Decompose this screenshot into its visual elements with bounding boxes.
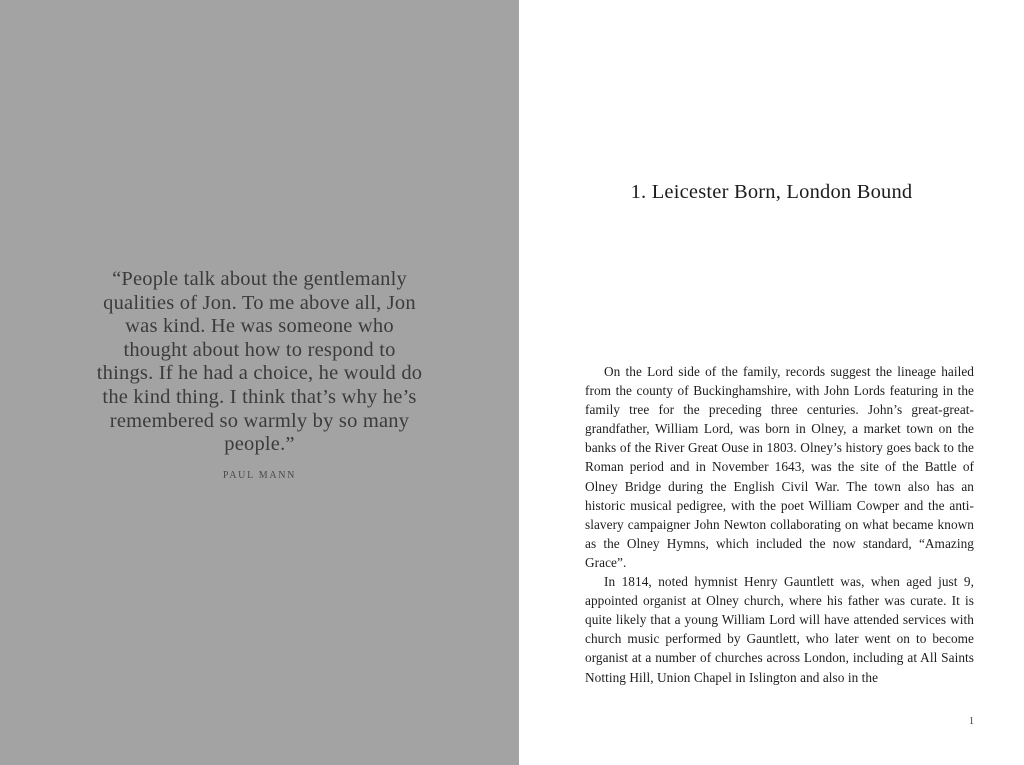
right-page-body <box>519 0 1024 765</box>
body-text-column <box>585 362 974 687</box>
body-paragraph: In 1814, noted hymnist Henry Gauntlett was, when aged just 9, appointed organist at Olney church, where his father was curate. It is quite likely that a young William Lord will have attended services with church music performed by Gauntlett, who later went on to become organist at a number of churches across London, including at All Saints Notting Hill, Union Chapel in Islington and also in the <box>585 574 974 685</box>
epigraph-attribution: PAUL MANN <box>222 469 297 481</box>
body-paragraph: On the Lord side of the family, records suggest the lineage hailed from the county of Buckinghamshire, with John Lords featuring in the family tree for the preceding three centuries. John’s great-great-grandfather, William Lord, was born in Olney, a market town on the banks of the River Great Ouse in 1803. Olney’s history goes back to the Roman period and in November 1643, was the site of the Battle of Olney Bridge during the English Civil War. The town also has an historic musical pedigree, with the poet William Cowper and the anti-slavery campaigner John Newton collaborating on what became known as the Olney Hymns, which included the now standard, “Amazing Grace”. <box>585 364 974 570</box>
epigraph-quote: “People talk about the gentlemanly qualities of Jon. To me above all, Jon was kind. He was someone who thought about how to respond to things. If he had a choice, he would do the kind thing. I think that’s why he’s remembered so warmly by so many people.” <box>96 268 423 456</box>
epigraph-block <box>0 268 519 481</box>
chapter-title: 1. Leicester Born, London Bound <box>630 181 913 203</box>
page-number: 1 <box>969 716 974 727</box>
